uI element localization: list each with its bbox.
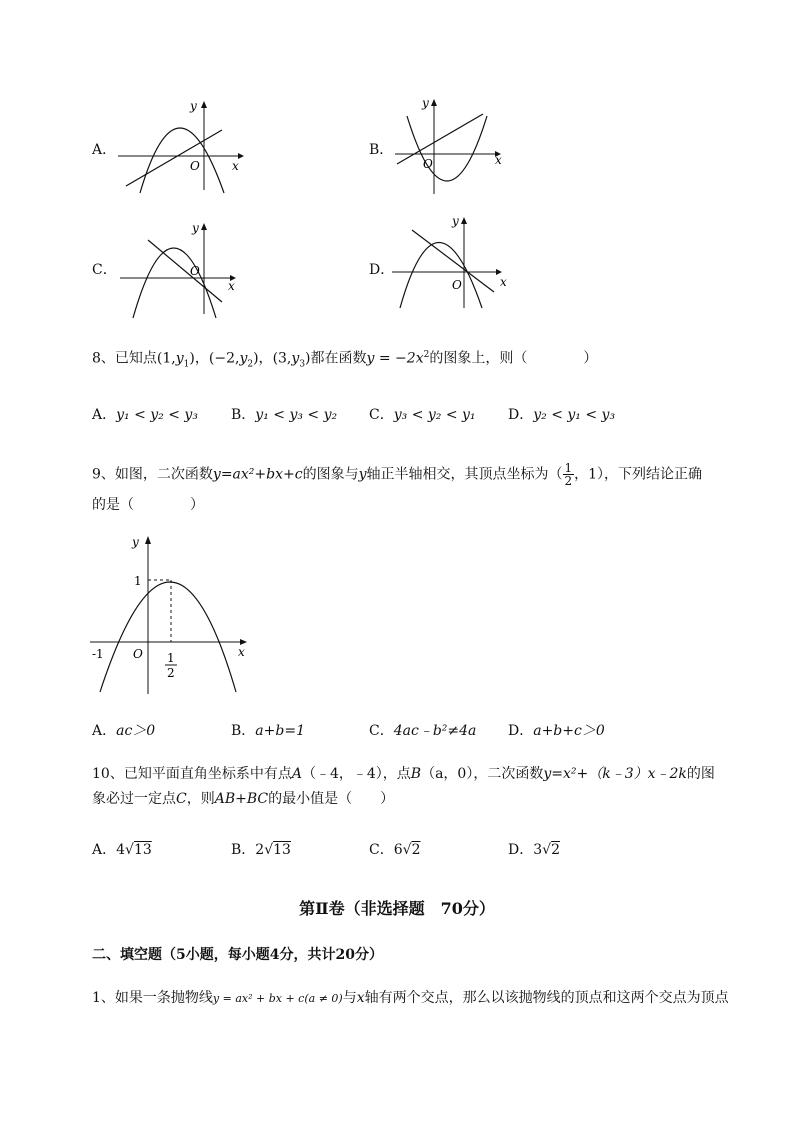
y-axis-label: y — [190, 99, 197, 113]
tick-half-den: 2 — [167, 666, 175, 680]
fill1-stem: 1、如果一条抛物线y = ax² + bx + c(a ≠ 0)与x轴有两个交点，那么以该抛物线的顶点和这两个交点为顶点 — [92, 990, 729, 1006]
q8-stem: 8、已知点$(1,y_1)$，$(-2,y_2)$，$(3,y_3)$都在函数$y = -2x^2$的图象上，则（ ） — [92, 350, 598, 370]
q10-option-d[interactable]: D．3√2 — [508, 842, 560, 858]
q9-option-a[interactable]: A．ac＞0 — [92, 723, 156, 739]
parabola — [140, 128, 224, 193]
x-axis-label: x — [500, 275, 507, 289]
section-heading: 二、填空题（5小题，每小题4分，共计20分） — [92, 947, 383, 963]
q10-option-a[interactable]: A．4√13 — [92, 842, 152, 858]
y-axis-label: y — [132, 535, 139, 549]
origin-label: O — [423, 157, 433, 171]
graph-b — [395, 96, 510, 196]
graph-q9 — [90, 532, 260, 697]
vertex-fraction: $\frac{1}{2}$ — [564, 461, 573, 488]
line — [397, 114, 483, 164]
q10-option-b[interactable]: B．2√13 — [231, 842, 291, 858]
q8-option-c[interactable]: C．y₃ < y₂ < y₁ — [369, 407, 476, 423]
y-axis-label: y — [452, 214, 459, 228]
x-axis-label: x — [232, 159, 239, 173]
x-arrow — [238, 153, 244, 159]
y-arrow — [431, 99, 437, 106]
q8-option-d[interactable]: D．y₂ < y₁ < y₃ — [508, 407, 616, 423]
tick-neg1: -1 — [92, 647, 104, 661]
section-title: 第Ⅱ卷（非选择题 70分） — [299, 899, 495, 918]
option-b-label: B． — [369, 142, 394, 158]
q9-stem-line2: 的是（ ） — [92, 497, 204, 513]
tick-half-num: 1 — [167, 651, 175, 665]
y-arrow — [201, 223, 207, 230]
y-arrow — [461, 217, 467, 224]
graph-c — [118, 218, 248, 318]
option-d-label: D． — [369, 262, 395, 278]
y-arrow — [145, 536, 151, 544]
tick-y1: 1 — [134, 574, 142, 588]
origin-label: O — [190, 264, 200, 278]
q10-stem-line2: 象必过一定点C，则AB+BC的最小值是（ ） — [92, 791, 395, 807]
q10-stem-line1: 10、已知平面直角坐标系中有点A（﹣4，﹣4），点B（a，0），二次函数y=x²+（k﹣3）x﹣2k的图 — [92, 766, 715, 782]
y-axis-label: y — [422, 96, 429, 110]
q9-option-b[interactable]: B．a+b=1 — [231, 723, 305, 739]
q8-option-b[interactable]: B．y₁ < y₃ < y₂ — [231, 407, 338, 423]
q9-option-d[interactable]: D．a+b+c＞0 — [508, 723, 605, 739]
line — [126, 130, 222, 186]
origin-label: O — [452, 278, 462, 292]
line — [148, 240, 222, 302]
option-c-label: C． — [92, 262, 117, 278]
q8-option-a[interactable]: A．y₁ < y₂ < y₃ — [92, 407, 198, 423]
q9-option-c[interactable]: C．4ac﹣b²≠4a — [369, 723, 477, 739]
graph-d — [392, 212, 517, 312]
y-axis-label: y — [192, 221, 199, 235]
q10-option-c[interactable]: C．6√2 — [369, 842, 421, 858]
x-axis-label: x — [238, 645, 245, 659]
y-arrow — [201, 101, 207, 108]
graph-a — [118, 98, 248, 193]
origin-label: O — [190, 159, 200, 173]
origin-label: O — [133, 647, 143, 661]
parabola — [407, 116, 487, 181]
x-axis-label: x — [228, 279, 235, 293]
option-a-label: A． — [92, 142, 117, 158]
x-axis-label: x — [495, 153, 502, 167]
q9-stem-line1: 9、如图，二次函数y=ax²+bx+c的图象与y轴正半轴相交，其顶点坐标为（ $\frac{1}{2}$ ，1），下列结论正确 — [92, 461, 703, 488]
